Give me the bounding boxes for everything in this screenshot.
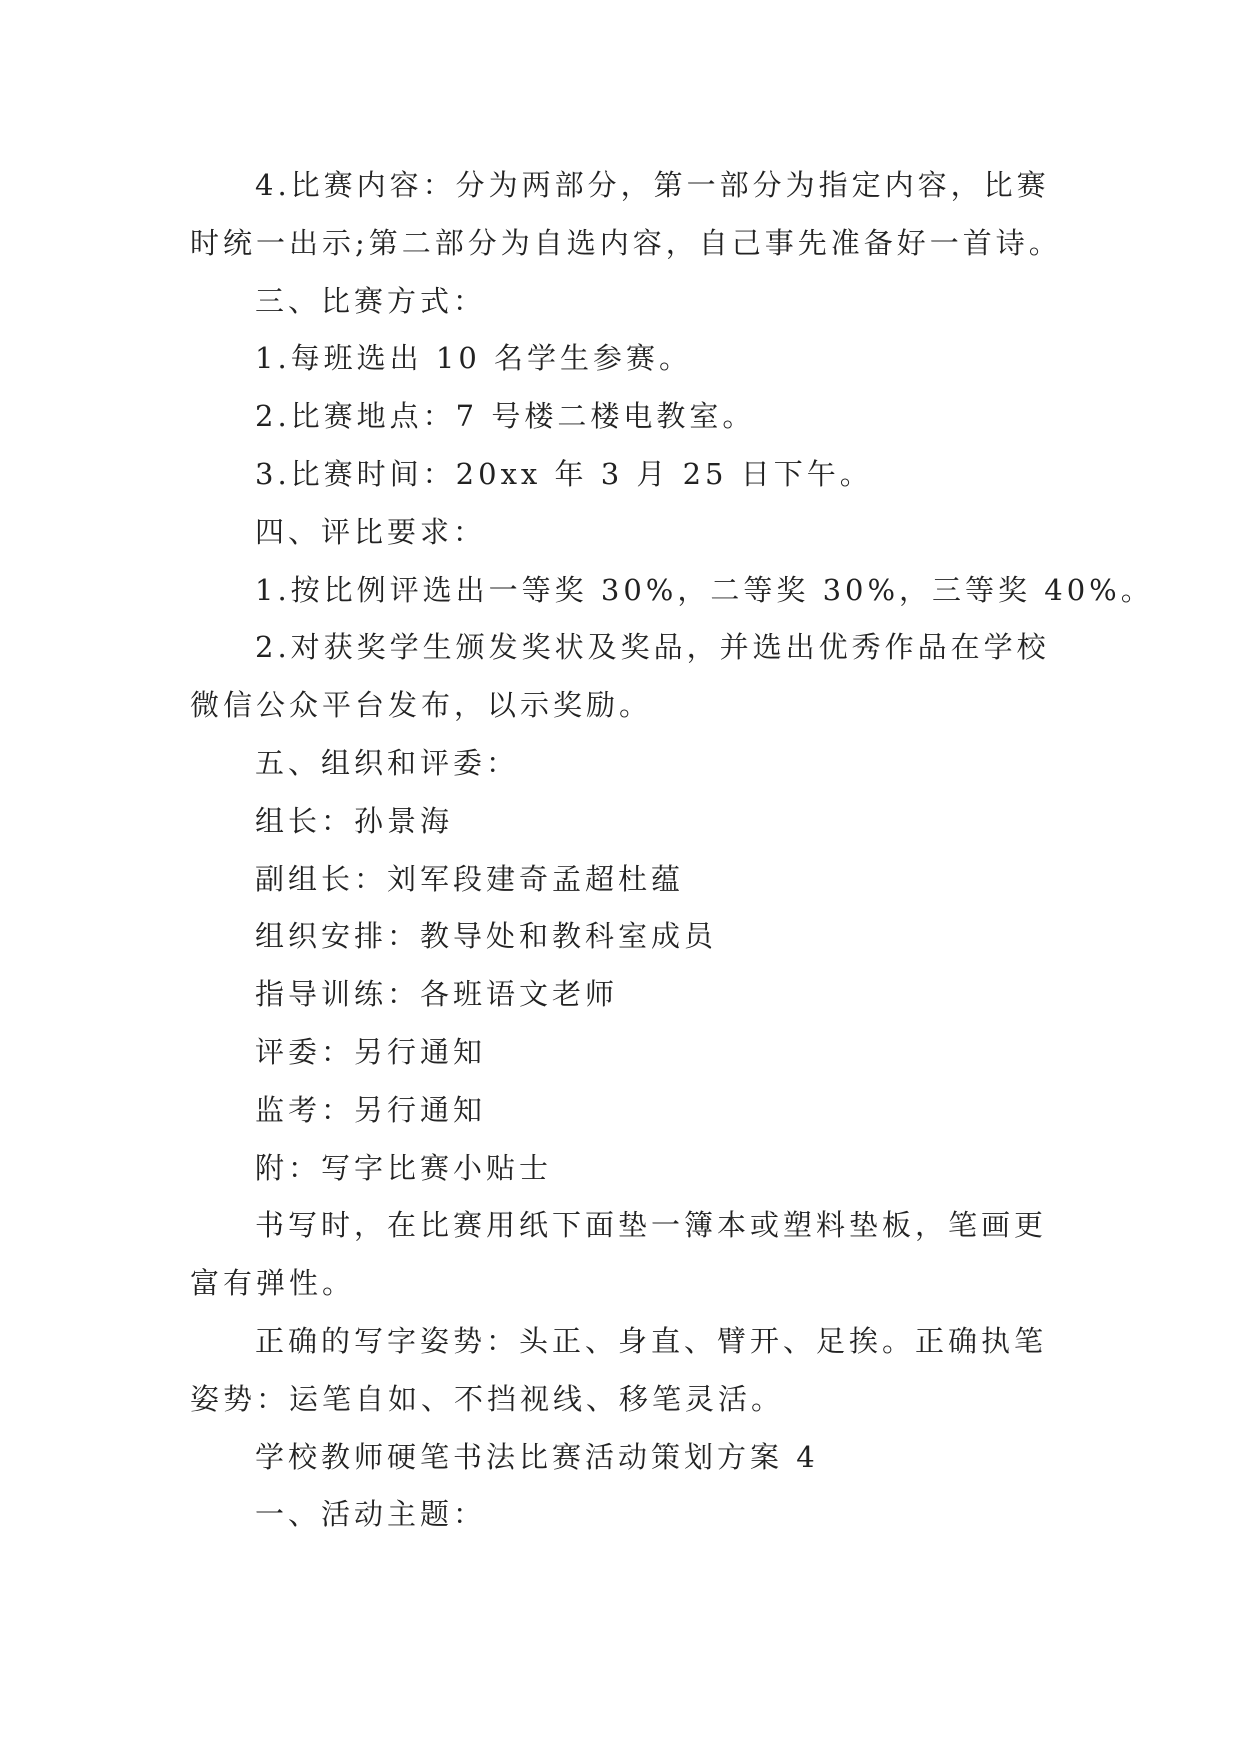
paragraph-line: 2.对获奖学生颁发奖状及奖品，并选出优秀作品在学校 [255,630,1050,665]
staff-entry: 副组长：刘军段建奇孟超杜蕴 [255,861,685,896]
paragraph-competition-content [190,157,1090,273]
staff-entry: 组长：孙景海 [255,803,454,838]
staff-entry: 组织安排：教导处和教科室成员 [255,919,718,954]
list-item: 1.按比例评选出一等奖 30%，二等奖 30%，三等奖 40%。 [255,572,1154,607]
paragraph-awards [190,619,1090,735]
appendix-heading: 附：写字比赛小贴士 [255,1150,553,1185]
paragraph-line: 时统一出示;第二部分为自选内容，自己事先准备好一首诗。 [190,225,1062,260]
list-item: 1.每班选出 10 名学生参赛。 [255,341,693,376]
paragraph-line: 姿势：运笔自如、不挡视线、移笔灵活。 [190,1381,785,1416]
paragraph-line: 微信公众平台发布，以示奖励。 [190,688,653,723]
staff-entry: 指导训练：各班语文老师 [255,977,619,1012]
paragraph-line: 富有弹性。 [190,1266,356,1301]
paragraph-line: 正确的写字姿势：头正、身直、臂开、足挨。正确执笔 [255,1323,1048,1358]
section-heading: 三、比赛方式： [255,283,487,318]
list-item: 2.比赛地点：7 号楼二楼电教室。 [255,399,756,434]
staff-entry: 监考：另行通知 [255,1092,487,1127]
section-heading: 一、活动主题： [255,1497,487,1532]
paragraph-line: 4.比赛内容：分为两部分，第一部分为指定内容，比赛 [255,168,1050,202]
document-section-title: 学校教师硬笔书法比赛活动策划方案 4 [255,1439,819,1474]
staff-entry: 评委：另行通知 [255,1034,487,1069]
section-heading: 五、组织和评委： [255,745,520,780]
section-heading: 四、评比要求： [255,514,487,549]
list-item: 3.比赛时间：20xx 年 3 月 25 日下午。 [255,456,873,491]
document-body [190,157,1154,1544]
paragraph-line: 书写时，在比赛用纸下面垫一簿本或塑料垫板，笔画更 [255,1208,1048,1243]
paragraph-posture [190,1313,1090,1429]
paragraph-writing-tip [190,1197,1090,1313]
